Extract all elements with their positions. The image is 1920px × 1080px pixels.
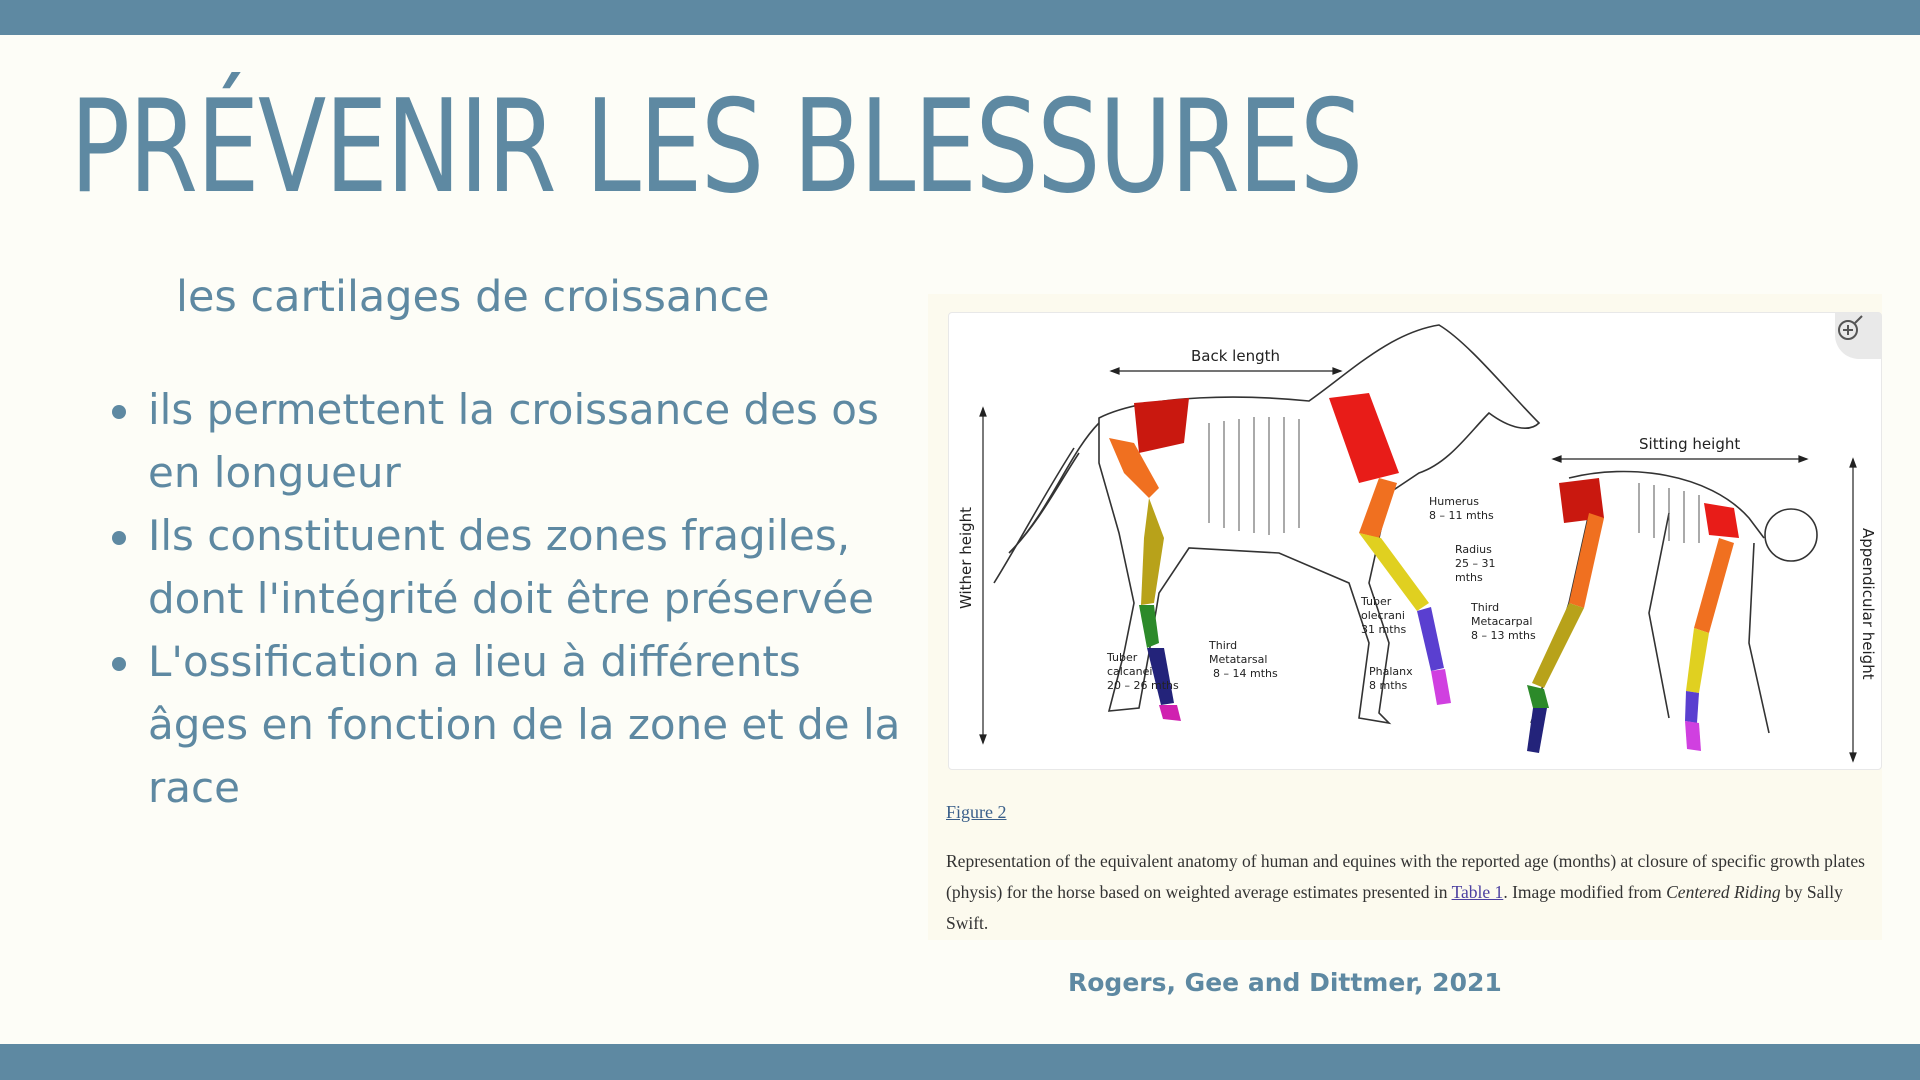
third-metatarsal-age-label: 8 – 14 mths	[1213, 667, 1278, 680]
figure-link[interactable]: Figure 2	[946, 802, 1007, 822]
wither-height-label: Wither height	[957, 506, 975, 609]
credit-text: Rogers, Gee and Dittmer, 2021	[1068, 968, 1502, 997]
book-title: Centered Riding	[1666, 882, 1781, 902]
third-metatarsal-label-2: Metatarsal	[1209, 653, 1268, 666]
third-metatarsal-label: Third	[1209, 639, 1238, 652]
radius-label: Radius	[1455, 543, 1492, 556]
subtitle: les cartilages de croissance	[176, 272, 770, 322]
anatomy-figure	[948, 312, 1882, 770]
third-metacarpal-label: Third	[1471, 601, 1500, 614]
zoom-button[interactable]	[1835, 313, 1881, 359]
humerus-age-label: 8 – 11 mths	[1429, 509, 1494, 522]
caption-text-2: . Image modified from	[1503, 882, 1667, 902]
zoom-in-icon	[1835, 313, 1865, 343]
page-title: PRÉVENIR LES BLESSURES	[70, 73, 1362, 222]
sitting-height-label: Sitting height	[1639, 435, 1741, 453]
third-metacarpal-label-2: Metacarpal	[1471, 615, 1533, 628]
tuber-olecrani-label: Tuber	[1361, 595, 1392, 608]
radius-age-label: 25 – 31	[1455, 557, 1496, 570]
figure-caption	[946, 846, 1866, 939]
bullet-list	[108, 378, 908, 819]
phalanx-age-label: 8 mths	[1369, 679, 1408, 692]
bottom-bar	[0, 1044, 1920, 1080]
phalanx-label: Phalanx	[1369, 665, 1413, 678]
figure-panel	[928, 294, 1882, 940]
humerus-label: Humerus	[1429, 495, 1479, 508]
tuber-olecrani-age-label: 31 mths	[1361, 623, 1407, 636]
horse-human-skeleton-illustration	[949, 313, 1883, 771]
tuber-calcanei-age-label: 20 – 26 mths	[1107, 679, 1179, 692]
appendicular-height-label: Appendicular height	[1859, 528, 1877, 680]
caption-text-3: by Sally Swift.	[946, 882, 1843, 933]
table-link[interactable]: Table 1	[1451, 882, 1504, 902]
back-length-label: Back length	[1191, 347, 1280, 365]
caption-text: Representation of the equivalent anatomy of human and equines with the reported age (months) at closure of specific growth plates (physis) for the horse based on weighted average estimates presented in	[946, 851, 1865, 902]
top-bar	[0, 0, 1920, 35]
list-item: L'ossification a lieu à différents âges en fonction de la zone et de la race	[108, 630, 908, 819]
list-item: ils permettent la croissance des os en longueur	[108, 378, 908, 504]
list-item: Ils constituent des zones fragiles, dont l'intégrité doit être préservée	[108, 504, 908, 630]
tuber-olecrani-label-2: olecrani	[1361, 609, 1405, 622]
radius-unit-label: mths	[1455, 571, 1483, 584]
tuber-calcanei-label: Tuber	[1107, 651, 1138, 664]
tuber-calcanei-label-2: calcanei	[1107, 665, 1153, 678]
third-metacarpal-age-label: 8 – 13 mths	[1471, 629, 1536, 642]
